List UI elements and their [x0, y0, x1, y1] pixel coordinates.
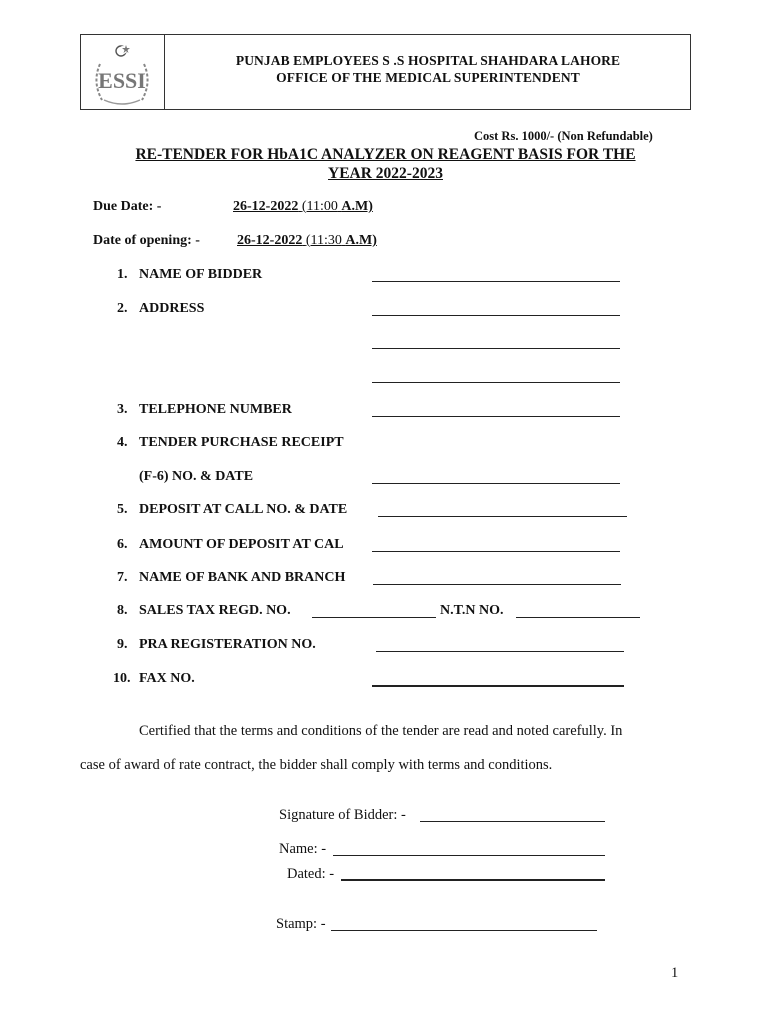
- opening-suffix: A.M): [345, 233, 377, 248]
- item-4-number: 4.: [117, 435, 128, 450]
- due-time: (11:00: [301, 199, 338, 214]
- deposit-call-field[interactable]: [378, 516, 627, 517]
- sales-tax-field[interactable]: [312, 617, 436, 618]
- opening-date: 26-12-2022: [237, 233, 303, 248]
- item-5-label: DEPOSIT AT CALL NO. & DATE: [139, 502, 348, 517]
- item-2-label: ADDRESS: [139, 301, 205, 316]
- due-date-value: [233, 199, 373, 215]
- item-1-number: 1.: [117, 267, 128, 282]
- deposit-amount-field[interactable]: [372, 551, 620, 552]
- item-2-number: 2.: [117, 301, 128, 316]
- bank-branch-field[interactable]: [373, 584, 621, 585]
- opening-date-value: [237, 233, 377, 249]
- item-7-label: NAME OF BANK AND BRANCH: [139, 570, 346, 585]
- address-field-1[interactable]: [372, 315, 620, 316]
- telephone-field[interactable]: [372, 416, 620, 417]
- item-6-label: AMOUNT OF DEPOSIT AT CAL: [139, 537, 344, 552]
- name-field[interactable]: [333, 855, 605, 856]
- dated-label: Dated: -: [287, 866, 335, 882]
- signature-label: Signature of Bidder: -: [279, 807, 406, 823]
- opening-time: (11:30: [305, 233, 342, 248]
- logo-cell: [80, 34, 165, 110]
- item-4-label: TENDER PURCHASE RECEIPT: [139, 435, 344, 450]
- stamp-label: Stamp: -: [276, 916, 326, 932]
- item-3-number: 3.: [117, 402, 128, 417]
- address-field-3[interactable]: [372, 382, 620, 383]
- certification-line-1: Certified that the terms and conditions of the tender are read and noted carefully. In: [139, 723, 623, 739]
- ntn-field[interactable]: [516, 617, 640, 618]
- item-7-number: 7.: [117, 570, 128, 585]
- item-3-label: TELEPHONE NUMBER: [139, 402, 292, 417]
- item-4-sublabel: (F-6) NO. & DATE: [139, 469, 254, 484]
- item-8-label: SALES TAX REGD. NO.: [139, 603, 291, 618]
- pra-field[interactable]: [376, 651, 624, 652]
- bidder-name-field[interactable]: [372, 281, 620, 282]
- item-8-number: 8.: [117, 603, 128, 618]
- item-10-label: FAX NO.: [139, 671, 195, 686]
- dated-field[interactable]: [341, 879, 605, 881]
- item-5-number: 5.: [117, 502, 128, 517]
- due-date-label: Due Date: -: [93, 199, 162, 214]
- header-line-1: PUNJAB EMPLOYEES S .S HOSPITAL SHAHDARA LAHORE: [235, 53, 621, 68]
- title-line-1: RE-TENDER FOR HbA1C ANALYZER ON REAGENT BASIS FOR THE: [135, 146, 636, 163]
- item-6-number: 6.: [117, 537, 128, 552]
- title-line-2: YEAR 2022-2023: [328, 165, 443, 182]
- due-suffix: A.M): [341, 199, 373, 214]
- address-field-2[interactable]: [372, 348, 620, 349]
- item-10-number: 10.: [113, 671, 131, 686]
- due-date: 26-12-2022: [233, 199, 299, 214]
- page-number: 1: [671, 965, 679, 981]
- stamp-field[interactable]: [331, 930, 597, 931]
- item-1-label: NAME OF BIDDER: [139, 267, 263, 282]
- item-9-number: 9.: [117, 637, 128, 652]
- signature-field[interactable]: [420, 821, 605, 822]
- name-label: Name: -: [279, 841, 327, 857]
- svg-text:ESSI: ESSI: [98, 68, 146, 93]
- item-9-label: PRA REGISTERATION NO.: [139, 637, 316, 652]
- receipt-field[interactable]: [372, 483, 620, 484]
- hospital-logo-icon: [80, 34, 164, 110]
- certification-line-2: case of award of rate contract, the bidder shall comply with terms and conditions.: [80, 757, 553, 773]
- cost-note: Cost Rs. 1000/- (Non Refundable): [474, 129, 653, 143]
- fax-field[interactable]: [372, 685, 624, 687]
- item-8-label-2: N.T.N NO.: [440, 603, 504, 618]
- header-line-2: OFFICE OF THE MEDICAL SUPERINTENDENT: [276, 70, 580, 85]
- opening-date-label: Date of opening: -: [93, 233, 200, 248]
